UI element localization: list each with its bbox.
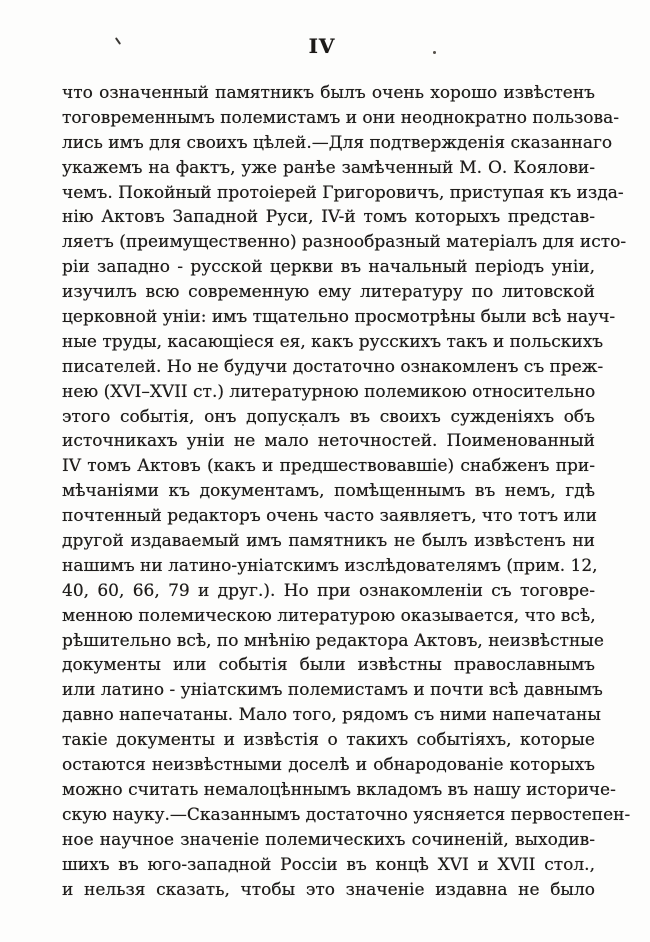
text-line: нею (XVI–XVII ст.) литературною полемикою относительно xyxy=(62,381,596,402)
text-line: рѣшительно всѣ, по мнѣнію редактора Актовъ, неизвѣстные xyxy=(62,630,604,651)
text-line: церковной уніи: имъ тщательно просмотрѣны были всѣ науч- xyxy=(62,307,616,328)
body-text xyxy=(62,81,631,902)
text-line: шихъ въ юго-западной Россіи въ концѣ XVI и XVII стол., xyxy=(62,854,595,875)
page-number: IV xyxy=(308,34,336,58)
text-line: ляетъ (преимущественно) разнообразный матеріалъ для исто- xyxy=(62,232,627,253)
text-line: 40, 60, 66, 79 и друг.). Но при ознакомленіи съ тоговре- xyxy=(62,580,595,601)
text-line: документы или событія были извѣстны православнымъ xyxy=(62,655,595,676)
text-line: почтенный редакторъ очень часто заявляетъ, что тотъ или xyxy=(62,506,597,527)
text-line: писателей. Но не будучи достаточно ознакомленъ съ преж- xyxy=(62,356,604,377)
text-line: чемъ. Покойный протоіерей Григоровичъ, приступая къ изда- xyxy=(62,182,624,203)
text-line: остаются неизвѣстными доселѣ и обнародованіе которыхъ xyxy=(62,755,595,776)
text-line: или латино - уніатскимъ полемистамъ и почти всѣ давнымъ xyxy=(62,680,603,701)
text-line: изучилъ всю современную ему литературу по литовской xyxy=(62,282,595,303)
text-line: другой издаваемый имъ памятникъ не былъ извѣстенъ ни xyxy=(62,531,595,552)
text-line: нію Актовъ Западной Руси, IV-й томъ которыхъ представ- xyxy=(62,207,595,228)
text-line: нашимъ ни латино-уніатскимъ изслѣдователямъ (прим. 12, xyxy=(62,555,598,576)
text-line: лись имъ для своихъ цѣлей.—Для подтвержденія сказаннаго xyxy=(62,132,613,153)
text-line: и нельзя сказать, чтобы это значеніе издавна не было xyxy=(62,879,595,900)
text-line: мѣчаніями къ документамъ, помѣщеннымъ въ немъ, гдѣ xyxy=(62,481,595,502)
text-line: IV томъ Актовъ (какъ и предшествовавшіе) снабженъ при- xyxy=(62,456,595,477)
text-line: менною полемическою литературою оказывается, что всѣ, xyxy=(62,605,596,626)
text-line: укажемъ на фактъ, уже ранѣе замѣченный М. О. Коялови- xyxy=(62,157,595,178)
text-line: такіе документы и извѣстія о такихъ событіяхъ, которые xyxy=(62,730,595,751)
text-line: можно считать немалоцѣннымъ вкладомъ въ нашу историче- xyxy=(62,779,616,800)
text-line: что означенный памятникъ былъ очень хорошо извѣстенъ xyxy=(62,83,595,103)
text-line: скую науку.—Сказаннымъ достаточно уясняется первостепен- xyxy=(62,804,631,825)
text-line: давно напечатаны. Мало того, рядомъ съ ними напечатаны xyxy=(62,705,601,726)
text-line: ное научное значеніе полемическихъ сочиненій, выходив- xyxy=(62,829,595,850)
text-line: этого событія, онъ допускалъ въ своихъ сужденіяхъ объ xyxy=(62,406,595,427)
text-line: ные труды, касающіеся ея, какъ русскихъ такъ и польскихъ xyxy=(62,331,604,352)
text-line: ріи западно - русской церкви въ начальный періодъ уніи, xyxy=(62,257,595,278)
text-line: тоговременнымъ полемистамъ и они неоднократно пользова- xyxy=(62,107,619,128)
text-line: источникахъ уніи не мало неточностей. Поименованный xyxy=(62,431,595,452)
